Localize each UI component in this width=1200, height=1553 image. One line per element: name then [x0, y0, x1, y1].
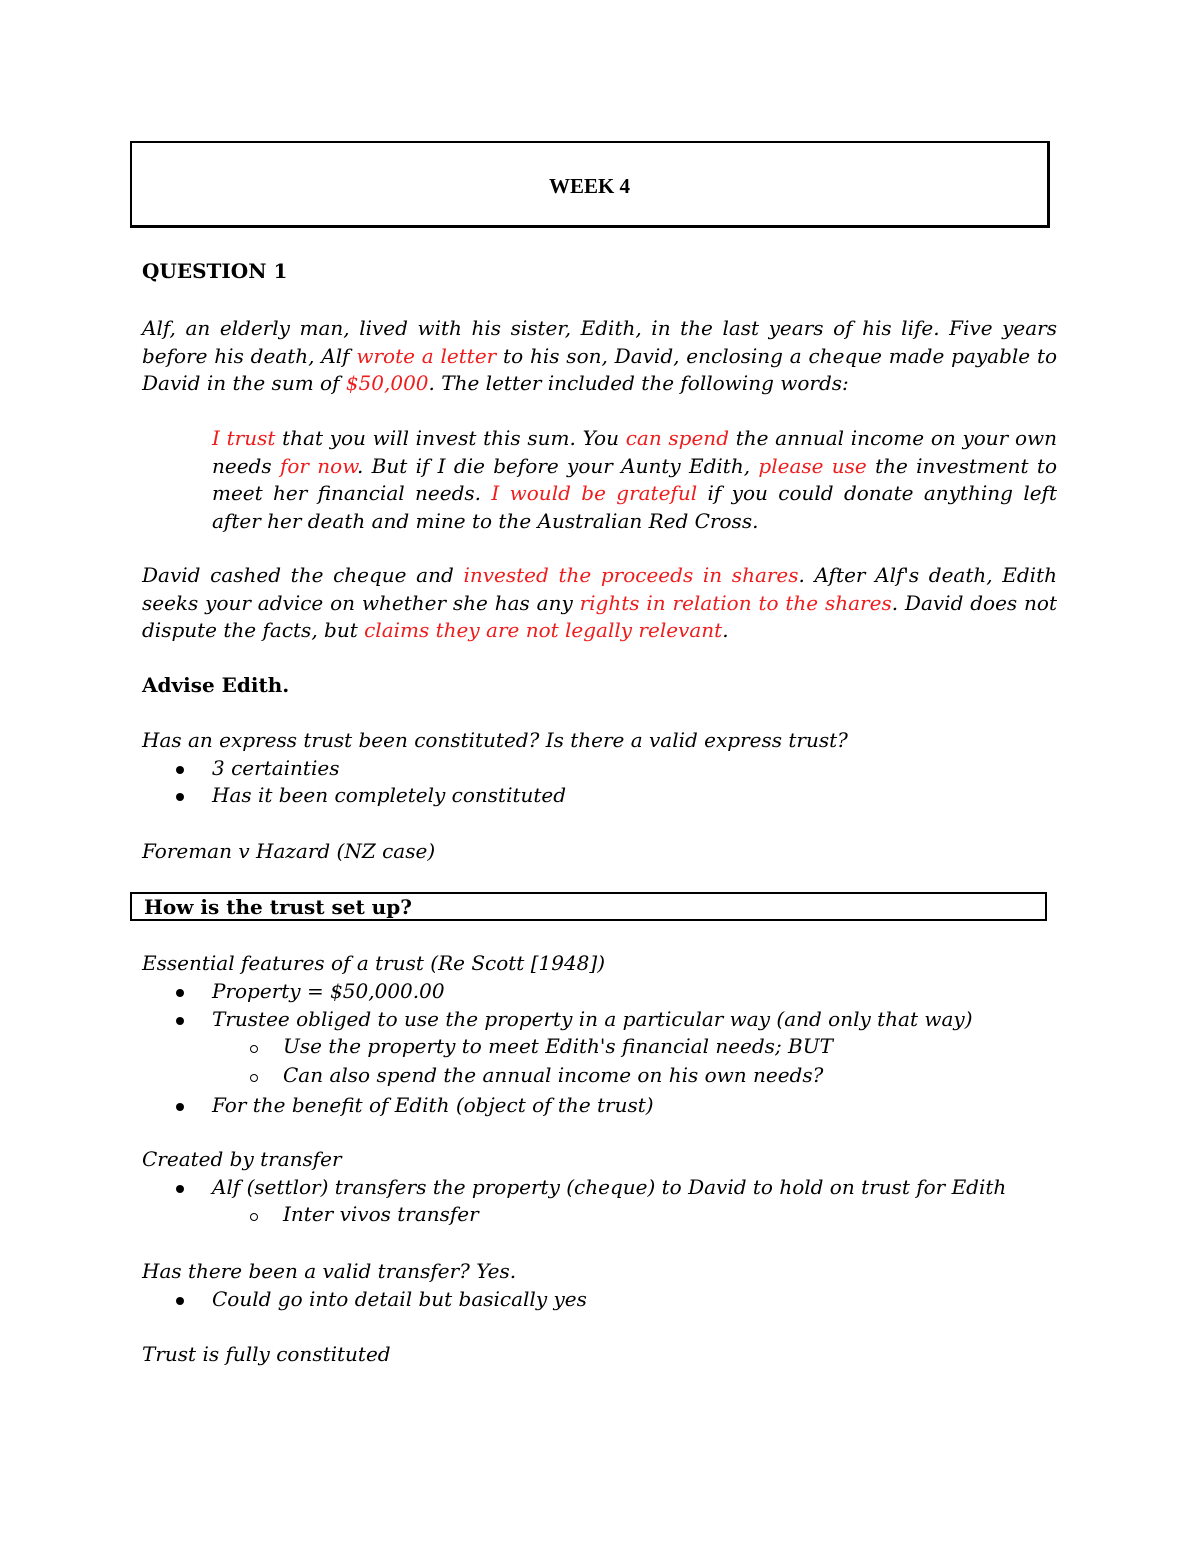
question-heading: QUESTION 1 [142, 259, 288, 283]
facts-text-2: to his son, David, enclosing a cheque made payable to David in the sum of [142, 343, 1058, 395]
quote-highlight-3: for now [279, 453, 357, 478]
list-item: Could go into detail but basically yes [212, 1287, 587, 1311]
conclusion: Trust is fully constituted [142, 1342, 391, 1366]
quote-text-4: the investment to meet her financial needs. [212, 453, 1057, 505]
created-by-heading: Created by transfer [142, 1147, 342, 1171]
list-item: Alf (settlor) transfers the property (cheque) to David to hold on trust for Edith [212, 1175, 1007, 1199]
facts2-text-2: . After Alf's death, Edith seeks your advice on whether she has any [142, 563, 1057, 615]
list-item: 3 certainties [212, 756, 340, 780]
quote-highlight-1: I trust [212, 426, 276, 450]
sub-list-item: Use the property to meet Edith's financial needs; BUT [283, 1034, 833, 1058]
circle-bullet-icon [250, 1213, 258, 1221]
quote-text-1: that you will invest this sum. You [275, 426, 626, 450]
facts-text-3: . The letter included the following words: [428, 371, 849, 395]
facts2-highlight-2: rights in relation to the shares [579, 590, 892, 615]
week-title: WEEK 4 [548, 174, 631, 198]
essential-features-heading: Essential features of a trust (Re Scott [1948]) [142, 951, 606, 975]
section-heading-box [130, 892, 1047, 921]
bullet-icon [176, 766, 184, 774]
case-reference: Foreman v Hazard (NZ case) [142, 839, 436, 863]
advise-heading: Advise Edith. [142, 673, 290, 697]
facts2-text-1: David cashed the cheque and [142, 563, 464, 587]
bullet-icon [176, 1103, 184, 1111]
quote-highlight-4: please use [758, 453, 867, 478]
bullet-icon [176, 1297, 184, 1305]
sub-list-item: Can also spend the annual income on his own needs? [283, 1063, 824, 1087]
facts2-text-4: . [722, 618, 729, 642]
list-item: Property = $50,000.00 [212, 979, 445, 1003]
facts-text-1: Alf, an elderly man, lived with his sister, Edith, in the last years of his life. Five years before his death, Alf [142, 316, 1057, 368]
facts2-text-3: . David does not dispute the facts, but [142, 590, 1057, 642]
quote-text-2: the annual income on your own needs [212, 426, 1057, 478]
bullet-icon [176, 1017, 184, 1025]
facts2-highlight-3: claims they are not legally relevant [364, 618, 723, 642]
facts2-highlight-1: invested the proceeds in shares [463, 563, 799, 587]
bullet-icon [176, 793, 184, 801]
express-trust-question: Has an express trust been constituted? Is there a valid express trust? [142, 728, 848, 752]
facts-paragraph-2 [142, 562, 1057, 645]
bullet-icon [176, 989, 184, 997]
facts-highlight-amount: $50,000 [345, 371, 429, 395]
list-item: Has it been completely constituted [212, 783, 567, 807]
sub-list-item: Inter vivos transfer [283, 1202, 479, 1226]
valid-transfer-question: Has there been a valid transfer? Yes. [142, 1259, 517, 1283]
quote-highlight-2: can spend [625, 426, 729, 450]
list-item: Trustee obliged to use the property in a particular way (and only that way) [212, 1007, 973, 1031]
quote-text-3: . But if I die before your Aunty Edith, [356, 453, 759, 478]
circle-bullet-icon [250, 1074, 258, 1082]
week-title-box [130, 141, 1050, 228]
facts-paragraph [142, 315, 1057, 398]
quote-text-5: if you could donate anything left after her death and mine to the Australian Red Cross. [212, 481, 1057, 533]
bullet-icon [176, 1185, 184, 1193]
circle-bullet-icon [250, 1045, 258, 1053]
letter-quote [212, 425, 1057, 535]
facts-highlight-letter: wrote a letter [356, 343, 497, 368]
list-item: For the benefit of Edith (object of the trust) [212, 1093, 654, 1117]
quote-highlight-5: I would be grateful [491, 481, 698, 505]
section-heading: How is the trust set up? [144, 895, 412, 919]
